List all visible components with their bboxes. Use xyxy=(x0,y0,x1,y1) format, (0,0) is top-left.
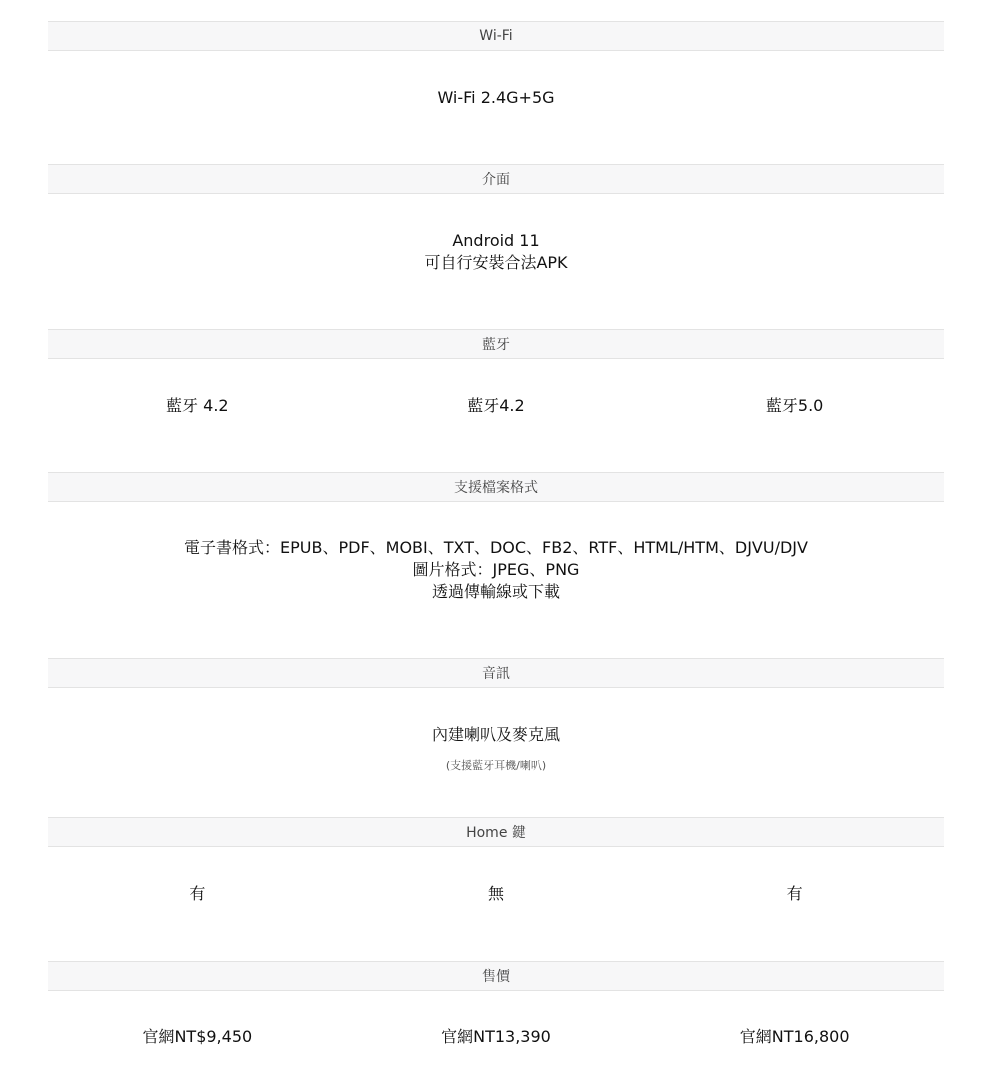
home-key-value-1: 有 xyxy=(189,884,206,903)
bluetooth-header: 藍牙 xyxy=(48,329,944,359)
formats-values xyxy=(48,537,944,603)
wifi-value: Wi-Fi 2.4G+5G xyxy=(437,88,555,107)
audio-note: (支援藍牙耳機/喇叭) xyxy=(445,759,547,772)
audio-value: 內建喇叭及麥克風 xyxy=(431,725,560,744)
wifi-header: Wi-Fi xyxy=(48,21,944,51)
formats-image: 圖片格式：JPEG、PNG xyxy=(412,560,580,579)
interface-apk: 可自行安裝合法APK xyxy=(424,253,568,272)
bluetooth-value-3: 藍牙5.0 xyxy=(765,396,824,415)
home-key-values xyxy=(48,883,944,905)
formats-transfer: 透過傳輸線或下載 xyxy=(431,582,560,601)
bluetooth-value-1: 藍牙 4.2 xyxy=(166,396,229,415)
bluetooth-value-2: 藍牙4.2 xyxy=(467,396,525,415)
price-value-1: 官網NT$9,450 xyxy=(142,1027,253,1046)
price-value-2: 官網NT13,390 xyxy=(441,1027,551,1046)
interface-os: Android 11 xyxy=(452,231,540,250)
formats-ebook: 電子書格式：EPUB、PDF、MOBI、TXT、DOC、FB2、RTF、HTML/HTM、DJVU/DJV xyxy=(184,538,808,557)
price-value-3: 官網NT16,800 xyxy=(739,1027,850,1046)
price-header: 售價 xyxy=(48,961,944,991)
audio-header: 音訊 xyxy=(48,658,944,688)
home-key-value-2: 無 xyxy=(487,884,504,903)
interface-values xyxy=(48,230,944,274)
bluetooth-values xyxy=(48,395,944,417)
interface-header: 介面 xyxy=(48,164,944,194)
formats-header: 支援檔案格式 xyxy=(48,472,944,502)
home-key-value-3: 有 xyxy=(786,884,803,903)
home-key-header: Home 鍵 xyxy=(48,817,944,847)
price-values xyxy=(48,1026,944,1048)
